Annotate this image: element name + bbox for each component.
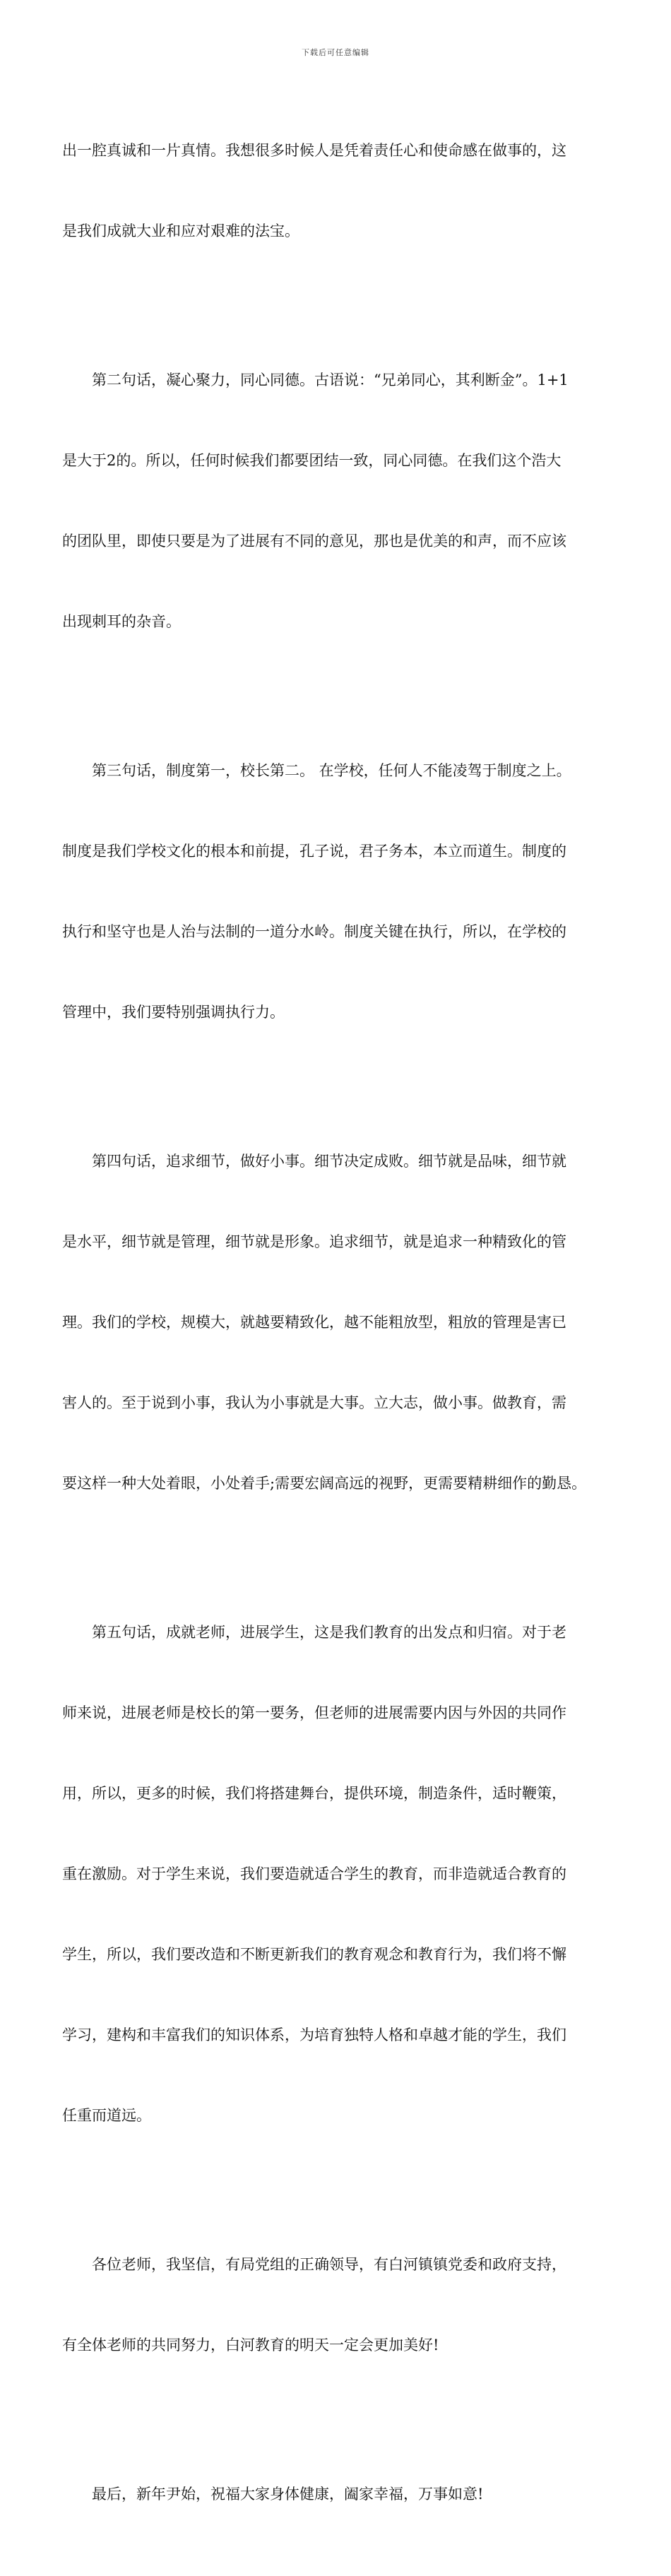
- text-line: 要这样一种大处着眼，小处着手;需要宏阔高远的视野，更需要精耕细作的勤恳。: [62, 1475, 587, 1492]
- text-line: 执行和坚守也是人治与法制的一道分水岭。制度关键在执行，所以，在学校的: [62, 923, 566, 940]
- text-line: 出现刺耳的杂音。: [62, 613, 181, 630]
- text-line: 制度是我们学校文化的根本和前提，孔子说，君子务本，本立而道生。制度的: [62, 843, 566, 860]
- paragraph: [62, 83, 613, 298]
- page-header: 下载后可任意编辑: [302, 48, 369, 57]
- text-line: 用，所以，更多的时候，我们将搭建舞台，提供环境，制造条件，适时鞭策，: [62, 1785, 566, 1802]
- text-line: 是水平，细节就是管理，细节就是形象。追求细节，就是追求一种精致化的管: [62, 1233, 566, 1250]
- text-line: 师来说，进展老师是校长的第一要务，但老师的进展需要内因与外因的共同作: [62, 1704, 566, 1721]
- text-line: 各位老师，我坚信，有局党组的正确领导，有白河镇镇党委和政府支持，: [62, 2256, 566, 2273]
- text-line: 是我们成就大业和应对艰难的法宝。: [62, 222, 299, 239]
- text-line: 最后，新年尹始，祝福大家身体健康，阖家幸福，万事如意!: [62, 2486, 484, 2503]
- paragraph: [62, 2197, 613, 2412]
- paragraph: [62, 1565, 613, 2183]
- document-body: [62, 83, 613, 2576]
- text-line: 出一腔真诚和一片真情。我想很多时候人是凭着责任心和使命感在做事的，这: [62, 142, 566, 159]
- text-line: 害人的。至于说到小事，我认为小事就是大事。立大志，做小事。做教育，需: [62, 1394, 566, 1411]
- text-line: 是大于2的。所以，任何时候我们都要团结一致，同心同德。在我们这个浩大: [62, 452, 562, 469]
- paragraph: [62, 1094, 613, 1550]
- text-line: 的团队里，即使只要是为了进展有不同的意见，那也是优美的和声，而不应该: [62, 533, 566, 550]
- text-line: 有全体老师的共同努力，白河教育的明天一定会更加美好!: [62, 2337, 439, 2354]
- text-line: 第二句话，凝心聚力，同心同德。古语说：“兄弟同心，其利断金”。1+1: [62, 372, 569, 388]
- text-line: 管理中，我们要特别强调执行力。: [62, 1004, 285, 1021]
- paragraph: [62, 313, 613, 689]
- text-line: 重在激励。对于学生来说，我们要造就适合学生的教育，而非造就适合教育的: [62, 1865, 566, 1882]
- paragraph: [62, 2427, 613, 2561]
- text-line: 理。我们的学校，规模大，就越要精致化，越不能粗放型，粗放的管理是害已: [62, 1314, 566, 1331]
- text-line: 第五句话，成就老师，进展学生，这是我们教育的出发点和归宿。对于老: [62, 1624, 566, 1641]
- text-line: 学生，所以，我们要改造和不断更新我们的教育观念和教育行为，我们将不懈: [62, 1946, 566, 1963]
- text-line: 第三句话，制度第一，校长第二。 在学校，任何人不能凌驾于制度之上。: [62, 762, 571, 779]
- paragraph: [62, 704, 613, 1079]
- text-line: 学习，建构和丰富我们的知识体系，为培育独特人格和卓越才能的学生，我们: [62, 2026, 566, 2043]
- text-line: 第四句话，追求细节，做好小事。细节决定成败。细节就是品味，细节就: [62, 1153, 566, 1170]
- text-line: 任重而道远。: [62, 2107, 151, 2124]
